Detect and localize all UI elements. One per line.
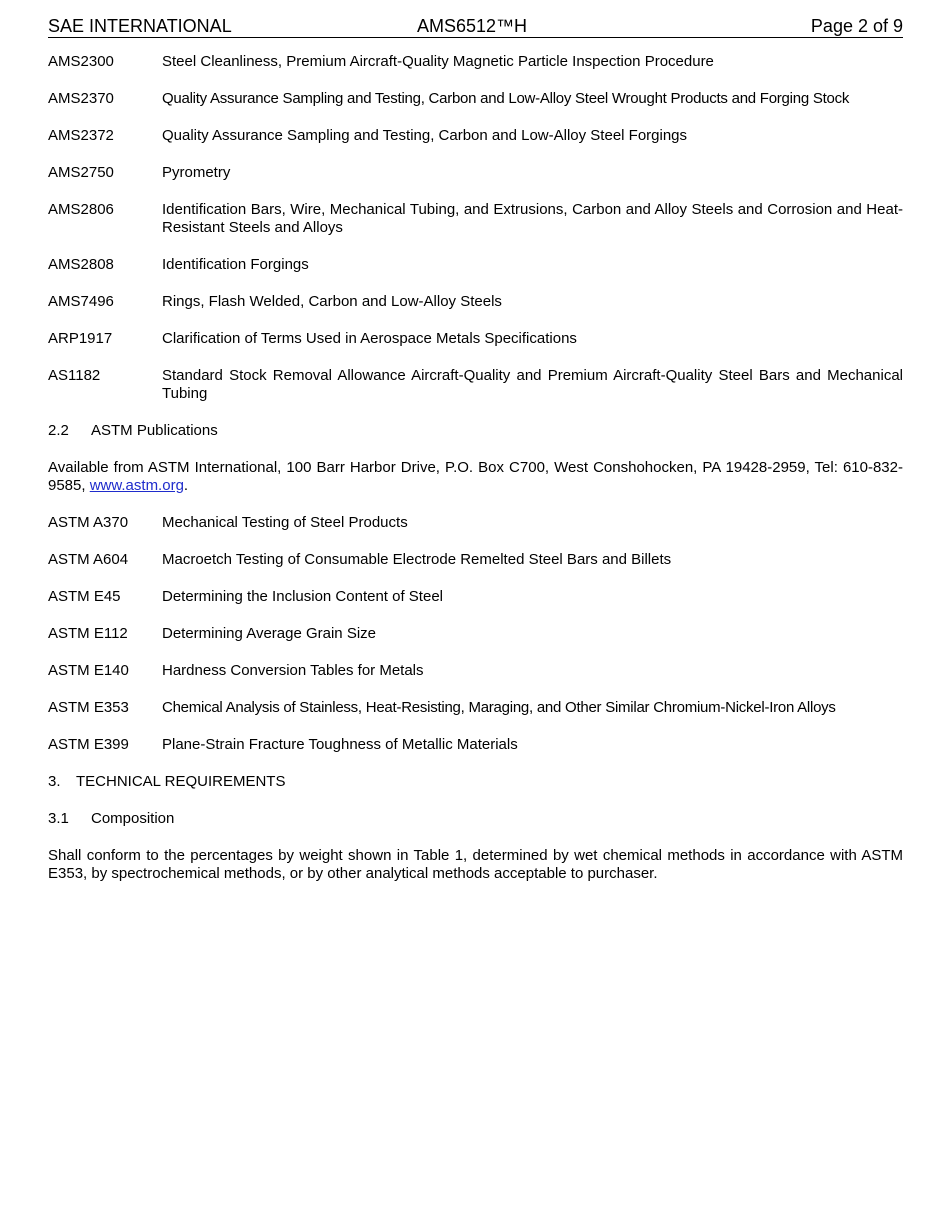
reference-title: Rings, Flash Welded, Carbon and Low-Alloy Steels xyxy=(162,293,502,310)
section-number: 3.1 xyxy=(48,810,69,827)
reference-code: AS1182 xyxy=(48,367,101,384)
reference-title: Quality Assurance Sampling and Testing, Carbon and Low-Alloy Steel Wrought Products and Forging Stock xyxy=(162,90,850,107)
reference-row xyxy=(48,293,903,311)
reference-title: Identification Forgings xyxy=(162,256,309,273)
reference-title: Quality Assurance Sampling and Testing, Carbon and Low-Alloy Steel Forgings xyxy=(162,127,688,144)
reference-row xyxy=(48,201,903,237)
reference-title: Pyrometry xyxy=(162,164,231,181)
section-number: 3. xyxy=(48,773,61,790)
reference-row xyxy=(48,127,903,145)
ams-reference-list xyxy=(48,53,903,403)
reference-row xyxy=(48,367,903,403)
reference-row xyxy=(48,164,903,182)
astm-reference-list xyxy=(48,514,903,754)
reference-row xyxy=(48,699,903,717)
reference-row xyxy=(48,514,903,532)
reference-title: Determining Average Grain Size xyxy=(162,625,376,642)
header-document-number: AMS6512™H xyxy=(417,16,528,36)
reference-row xyxy=(48,90,903,108)
reference-title: Determining the Inclusion Content of Steel xyxy=(162,588,443,605)
reference-title: Chemical Analysis of Stainless, Heat-Resisting, Maraging, and Other Similar Chromium-Nickel-Iron Alloys xyxy=(162,699,836,716)
reference-code: ARP1917 xyxy=(48,330,113,347)
reference-title: Mechanical Testing of Steel Products xyxy=(162,514,408,531)
astm-website-link[interactable]: www.astm.org xyxy=(89,477,184,494)
reference-title: Macroetch Testing of Consumable Electrode Remelted Steel Bars and Billets xyxy=(162,551,672,568)
header-page-number: Page 2 of 9 xyxy=(810,16,903,36)
reference-code: ASTM E140 xyxy=(48,662,129,679)
section-heading-3-1 xyxy=(48,810,903,828)
section-title: Composition xyxy=(91,810,175,827)
reference-title: Hardness Conversion Tables for Metals xyxy=(162,662,424,679)
reference-row xyxy=(48,588,903,606)
reference-code: ASTM E45 xyxy=(48,588,121,605)
reference-row xyxy=(48,736,903,754)
reference-row xyxy=(48,330,903,348)
reference-title: Plane-Strain Fracture Toughness of Metallic Materials xyxy=(162,736,518,753)
reference-code: AMS2300 xyxy=(48,53,114,70)
reference-row xyxy=(48,662,903,680)
reference-row xyxy=(48,551,903,569)
reference-row xyxy=(48,256,903,274)
document-page xyxy=(48,16,903,902)
header-organization: SAE INTERNATIONAL xyxy=(48,16,232,36)
reference-title: Steel Cleanliness, Premium Aircraft-Quality Magnetic Particle Inspection Procedure xyxy=(162,53,714,70)
astm-availability-paragraph xyxy=(48,459,903,495)
reference-code: ASTM E353 xyxy=(48,699,129,716)
reference-code: AMS7496 xyxy=(48,293,114,310)
reference-title: Identification Bars, Wire, Mechanical Tubing, and Extrusions, Carbon and Alloy Steels and Corrosion and Heat-Resistant Steels and Alloys xyxy=(162,201,903,236)
reference-code: AMS2750 xyxy=(48,164,114,181)
section-heading-2-2 xyxy=(48,422,903,440)
reference-code: AMS2808 xyxy=(48,256,114,273)
running-header xyxy=(48,16,903,38)
availability-trailing: . xyxy=(183,477,189,494)
section-number: 2.2 xyxy=(48,422,69,439)
reference-code: ASTM E112 xyxy=(48,625,128,642)
section-heading-3 xyxy=(48,773,903,791)
reference-title: Clarification of Terms Used in Aerospace Metals Specifications xyxy=(162,330,577,347)
reference-code: AMS2806 xyxy=(48,201,114,218)
reference-code: AMS2370 xyxy=(48,90,114,107)
reference-code: AMS2372 xyxy=(48,127,114,144)
reference-row xyxy=(48,625,903,643)
reference-row xyxy=(48,53,903,71)
reference-code: ASTM A604 xyxy=(48,551,129,568)
section-title: ASTM Publications xyxy=(91,422,218,439)
reference-title: Standard Stock Removal Allowance Aircraft-Quality and Premium Aircraft-Quality Steel Bars and Mechanical Tubing xyxy=(162,367,903,402)
reference-code: ASTM E399 xyxy=(48,736,129,753)
reference-code: ASTM A370 xyxy=(48,514,129,531)
section-title: TECHNICAL REQUIREMENTS xyxy=(76,773,286,790)
composition-paragraph: Shall conform to the percentages by weight shown in Table 1, determined by wet chemical methods in accordance with ASTM E353, by spectrochemical methods, or by other analytical methods acceptable to purchaser. xyxy=(48,847,903,882)
availability-text: Available from ASTM International, 100 Barr Harbor Drive, P.O. Box C700, West Conshohocken, PA 19428-2959, Tel: 610-832-9585, xyxy=(48,459,903,494)
